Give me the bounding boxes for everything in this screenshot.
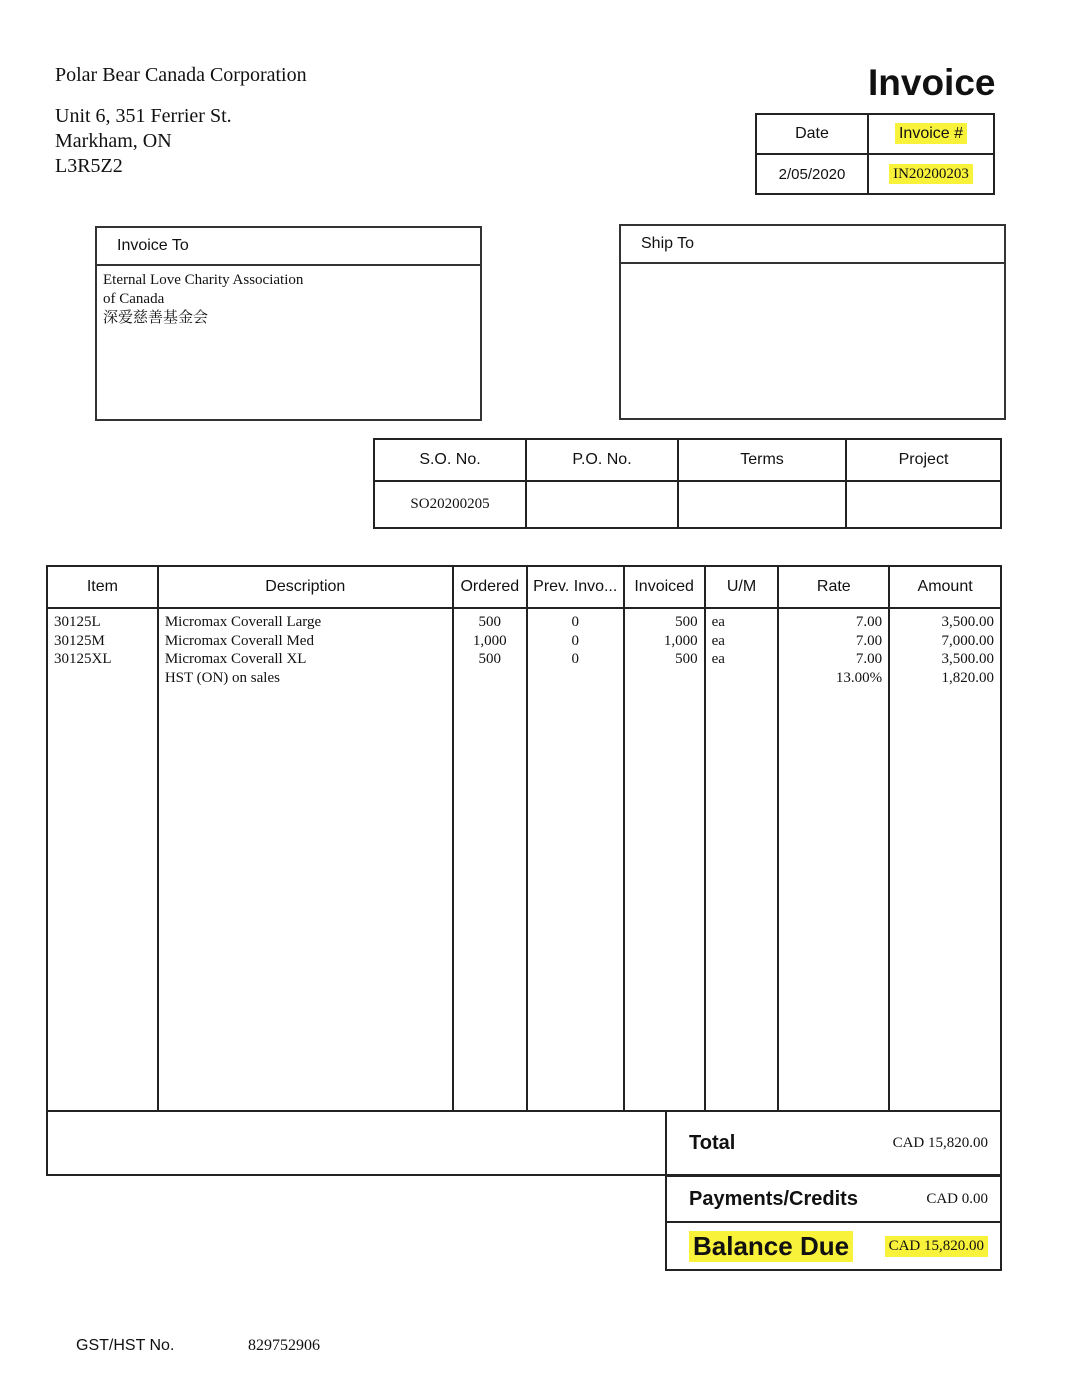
so-number: SO20200205 [374,481,526,528]
item-description: HST (ON) on sales [164,669,280,686]
invoice-number-label: Invoice # [895,123,967,144]
gst-label: GST/HST No. [76,1337,175,1354]
payments-value: CAD 0.00 [926,1190,988,1207]
company-name: Polar Bear Canada Corporation [55,64,307,86]
project [846,481,1001,528]
description-column [158,608,453,1111]
invoice-number: IN20200203 [889,164,973,184]
ordered-column [453,608,527,1111]
um-column [705,608,779,1111]
prev-invoiced-qty: 0 [571,614,579,630]
address-line: L3R5Z2 [55,155,123,177]
um-header: U/M [705,566,779,608]
total-value: CAD 15,820.00 [892,1135,988,1151]
balance-due-value: CAD 15,820.00 [885,1236,988,1257]
item-description: Micromax Coverall Large [164,614,322,630]
invoiced-qty: 1,000 [663,632,698,649]
address-line: Markham, ON [55,130,172,152]
invoice-to-label: Invoice To [97,228,480,266]
invoice-date: 2/05/2020 [756,154,868,194]
ordered-qty: 500 [478,651,502,667]
item-code: 30125L [54,614,101,630]
rate-header: Rate [778,566,889,608]
company-address [55,104,232,179]
unit-of-measure: ea [711,651,725,667]
gst-number: 829752906 [248,1337,320,1354]
item-rate: 7.00 [855,614,883,630]
terms [678,481,846,528]
so-number-header: S.O. No. [374,439,526,481]
rate-column [778,608,889,1111]
customer-line: of Canada [103,291,165,307]
ordered-qty: 1,000 [472,632,507,649]
line-items-table [46,565,1002,1176]
item-rate: 7.00 [855,651,883,667]
customer-line: 深爱慈善基金会 [103,310,209,326]
date-label: Date [756,114,868,154]
order-info-table [373,438,1002,529]
unit-of-measure: ea [711,632,725,649]
total-label: Total [689,1132,736,1154]
total-row [666,1111,1001,1176]
invoiced-qty: 500 [675,614,698,630]
po-number [526,481,678,528]
ordered-qty: 500 [478,614,502,630]
prev-invoiced-column [527,608,624,1111]
invoice-number-label-cell [868,114,994,154]
ordered-header: Ordered [453,566,527,608]
invoice-to-box [95,226,482,421]
balance-due-label: Balance Due [689,1231,853,1262]
item-rate: 13.00% [835,669,883,686]
item-amount: 1,820.00 [941,669,994,686]
project-header: Project [846,439,1001,481]
item-rate: 7.00 [855,632,883,649]
invoice-number-cell [868,154,994,194]
date-invoice-box [755,113,995,195]
item-description: Micromax Coverall XL [164,651,307,667]
item-description: Micromax Coverall Med [164,632,314,649]
payments-label: Payments/Credits [689,1187,858,1210]
address-line: Unit 6, 351 Ferrier St. [55,105,232,127]
terms-header: Terms [678,439,846,481]
document-title: Invoice [868,62,996,103]
po-number-header: P.O. No. [526,439,678,481]
item-code: 30125XL [54,651,112,667]
item-code: 30125M [54,632,105,649]
ship-to-box [619,224,1006,420]
item-amount: 3,500.00 [941,651,994,667]
invoiced-qty: 500 [675,651,698,667]
invoice-to-address [97,266,480,333]
customer-line: Eternal Love Charity Association [103,272,304,288]
ship-to-label: Ship To [621,226,1004,264]
totals-box [665,1110,1002,1271]
prev-invoiced-header: Prev. Invo... [527,566,624,608]
payments-row [666,1176,1001,1222]
item-amount: 3,500.00 [941,614,994,630]
invoiced-header: Invoiced [624,566,705,608]
amount-column [889,608,1001,1111]
prev-invoiced-qty: 0 [571,632,579,649]
unit-of-measure: ea [711,614,725,630]
item-header: Item [47,566,158,608]
balance-row [666,1222,1001,1270]
description-header: Description [158,566,453,608]
amount-header: Amount [889,566,1001,608]
prev-invoiced-qty: 0 [571,651,579,667]
item-amount: 7,000.00 [941,632,994,649]
invoiced-column [624,608,705,1111]
item-column [47,608,158,1111]
